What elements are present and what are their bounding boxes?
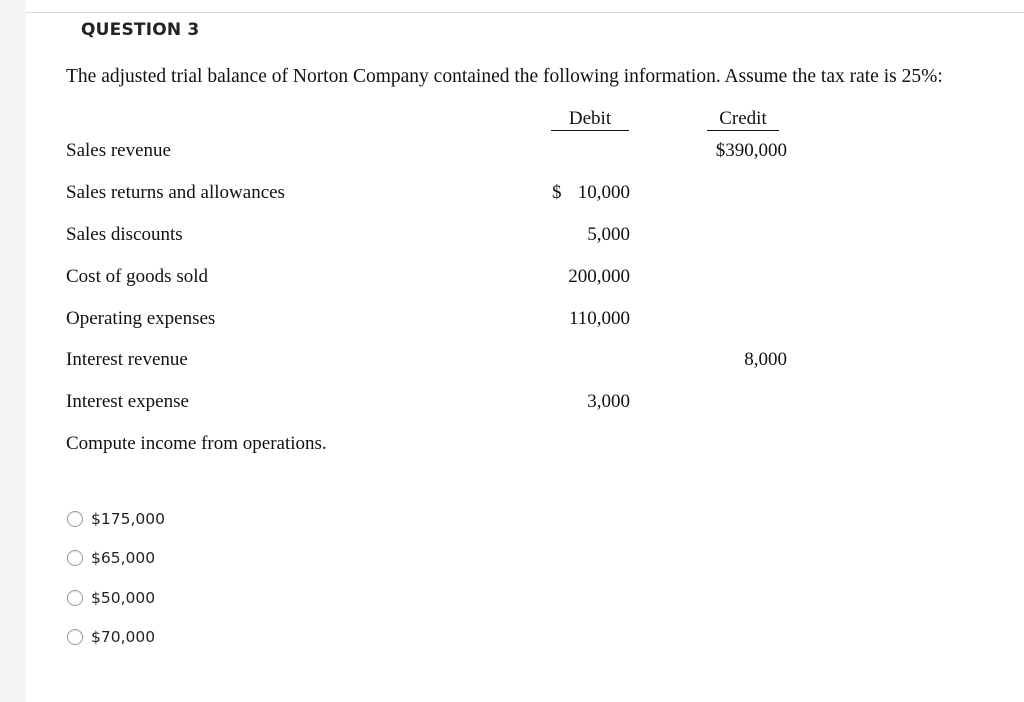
question-instruction: Compute income from operations. xyxy=(66,433,327,454)
radio-button[interactable] xyxy=(67,550,83,566)
row-label-interest-expense: Interest expense xyxy=(66,391,189,412)
radio-button[interactable] xyxy=(67,590,83,606)
dollar-sign: $ xyxy=(552,182,562,203)
question-prompt: The adjusted trial balance of Norton Company contained the following information. Assume the tax rate is 25%: xyxy=(66,66,943,87)
answer-option-label: $70,000 xyxy=(91,628,156,646)
answer-option-1[interactable] xyxy=(67,508,165,530)
credit-column-header: Credit xyxy=(707,108,779,131)
debit-value: 10,000 xyxy=(577,182,630,203)
row-label-sales-discounts: Sales discounts xyxy=(66,224,183,245)
credit-amount-interest-revenue: 8,000 xyxy=(744,349,787,370)
debit-column-header: Debit xyxy=(551,108,629,131)
credit-amount-sales-revenue: $390,000 xyxy=(715,140,787,161)
answer-option-label: $175,000 xyxy=(91,510,165,528)
answer-option-2[interactable] xyxy=(67,547,155,569)
radio-button[interactable] xyxy=(67,511,83,527)
debit-amount-cost-of-goods-sold: 200,000 xyxy=(568,266,630,287)
answer-option-label: $50,000 xyxy=(91,589,156,607)
debit-amount-sales-discounts: 5,000 xyxy=(587,224,630,245)
debit-amount-operating-expenses: 110,000 xyxy=(568,308,630,329)
answer-option-label: $65,000 xyxy=(91,549,156,567)
radio-button[interactable] xyxy=(67,629,83,645)
question-title: QUESTION 3 xyxy=(81,20,200,40)
answer-option-4[interactable] xyxy=(67,626,155,648)
debit-amount-interest-expense: 3,000 xyxy=(587,391,630,412)
left-margin-strip xyxy=(0,0,26,702)
debit-amount-sales-returns xyxy=(530,182,630,204)
row-label-operating-expenses: Operating expenses xyxy=(66,308,216,329)
row-label-cost-of-goods-sold: Cost of goods sold xyxy=(66,266,208,287)
row-label-interest-revenue: Interest revenue xyxy=(66,349,188,370)
row-label-sales-revenue: Sales revenue xyxy=(66,140,171,161)
answer-option-3[interactable] xyxy=(67,587,155,609)
row-label-sales-returns: Sales returns and allowances xyxy=(66,182,285,203)
top-divider xyxy=(26,12,1024,13)
